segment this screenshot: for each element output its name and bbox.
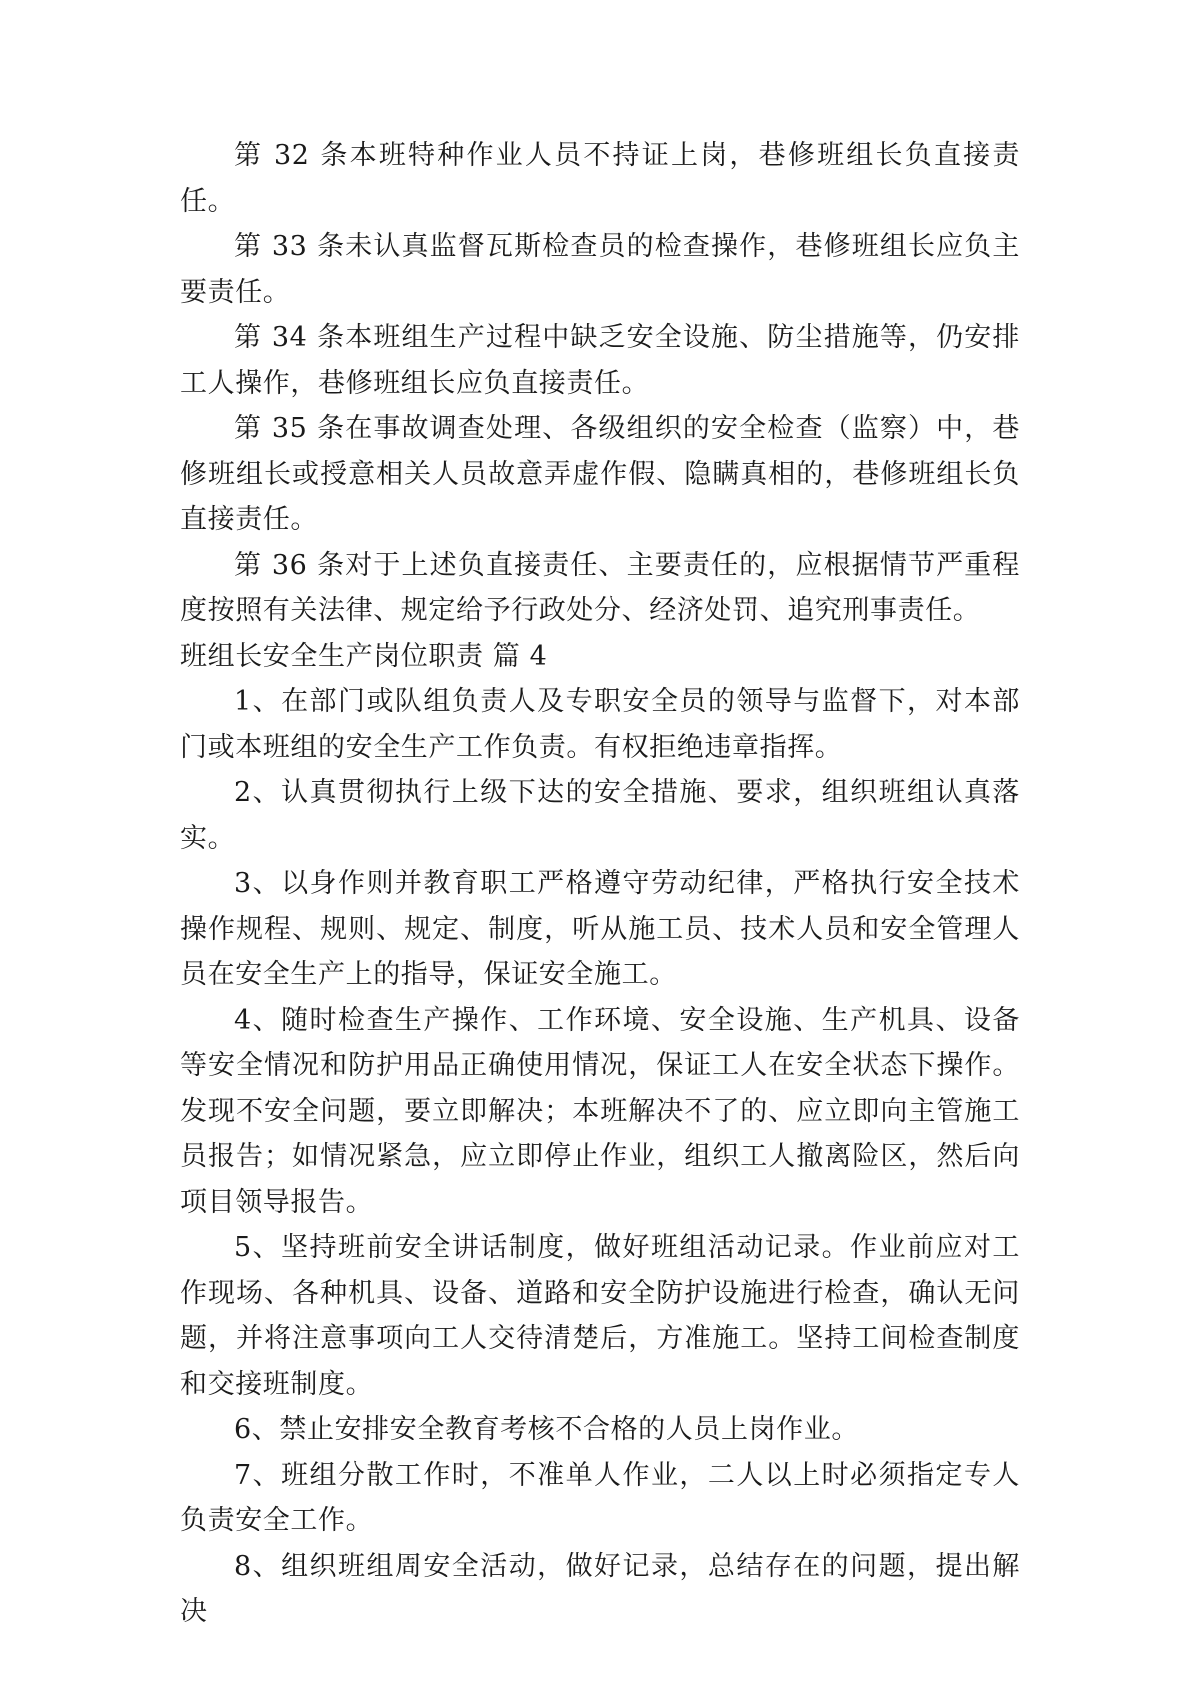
duty-item-5: 5、坚持班前安全讲话制度，做好班组活动记录。作业前应对工作现场、各种机具、设备、道路和安全防护设施进行检查，确认无问题，并将注意事项向工人交待清楚后，方准施工。坚持工间检查制度和交接班制度。 bbox=[180, 1232, 1020, 1400]
article-34-paragraph: 第 34 条本班组生产过程中缺乏安全设施、防尘措施等，仍安排工人操作，巷修班组长应负直接责任。 bbox=[180, 322, 1020, 399]
article-35-paragraph: 第 35 条在事故调查处理、各级组织的安全检查（监察）中，巷修班组长或授意相关人员故意弄虚作假、隐瞒真相的，巷修班组长负直接责任。 bbox=[180, 413, 1020, 535]
duty-item-4: 4、随时检查生产操作、工作环境、安全设施、生产机具、设备等安全情况和防护用品正确使用情况，保证工人在安全状态下操作。发现不安全问题，要立即解决；本班解决不了的、应立即向主管施工员报告；如情况紧急，应立即停止作业，组织工人撤离险区，然后向项目领导报告。 bbox=[180, 1004, 1020, 1218]
section-heading: 班组长安全生产岗位职责 篇 4 bbox=[180, 640, 548, 672]
article-36-paragraph: 第 36 条对于上述负直接责任、主要责任的，应根据情节严重程度按照有关法律、规定给予行政处分、经济处罚、追究刑事责任。 bbox=[180, 549, 1020, 626]
duty-item-1: 1、在部门或队组负责人及专职安全员的领导与监督下，对本部门或本班组的安全生产工作负责。有权拒绝违章指挥。 bbox=[180, 686, 1020, 763]
duty-item-7: 7、班组分散工作时，不准单人作业，二人以上时必须指定专人负责安全工作。 bbox=[180, 1459, 1020, 1536]
duty-item-2: 2、认真贯彻执行上级下达的安全措施、要求，组织班组认真落实。 bbox=[180, 777, 1020, 854]
document-body bbox=[180, 133, 1020, 1635]
article-32-paragraph: 第 32 条本班特种作业人员不持证上岗，巷修班组长负直接责任。 bbox=[180, 140, 1020, 217]
article-33-paragraph: 第 33 条未认真监督瓦斯检查员的检查操作，巷修班组长应负主要责任。 bbox=[180, 231, 1020, 308]
duty-item-8: 8、组织班组周安全活动，做好记录，总结存在的问题，提出解决 bbox=[180, 1550, 1020, 1627]
duty-item-3: 3、以身作则并教育职工严格遵守劳动纪律，严格执行安全技术操作规程、规则、规定、制度，听从施工员、技术人员和安全管理人员在安全生产上的指导，保证安全施工。 bbox=[180, 868, 1020, 990]
duty-item-6: 6、禁止安排安全教育考核不合格的人员上岗作业。 bbox=[234, 1414, 859, 1445]
